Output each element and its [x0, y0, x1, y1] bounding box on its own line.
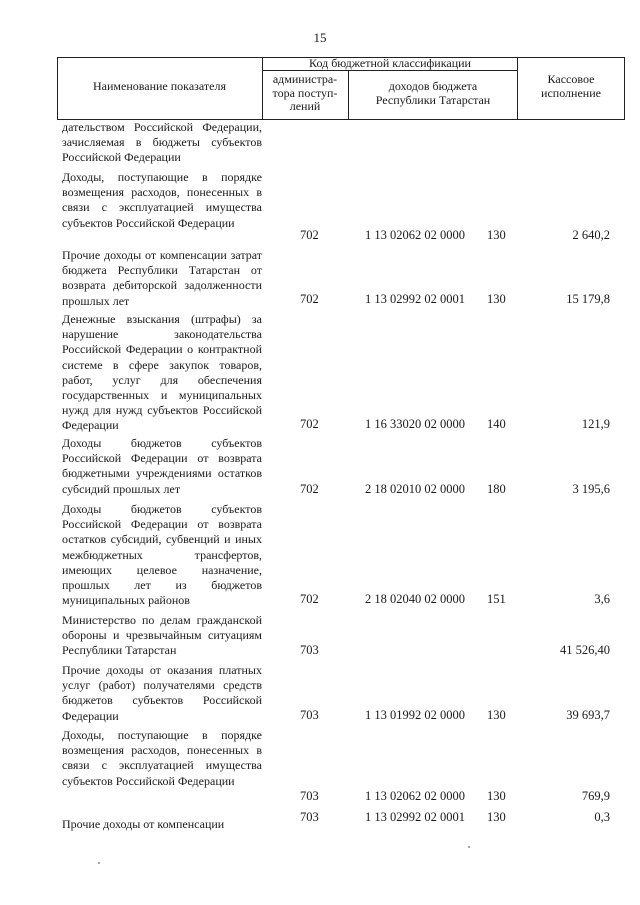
admin-code: 702	[300, 228, 319, 242]
row-description: Доходы, поступающие в порядке возмещения расходов, понесенных в связи с эксплуатацией имущества субъектов Российской Федерации	[62, 728, 262, 788]
admin-code: 702	[300, 482, 319, 496]
row-description: Прочие доходы от компенсации затрат бюджета Республики Татарстан от возврата дебиторской задолженности прошлых лет	[62, 248, 262, 308]
subtype-code: 151	[487, 592, 506, 606]
income-code: 1 13 02992 02 0001	[365, 810, 465, 824]
subtype-code: 130	[487, 708, 506, 722]
admin-code: 703	[300, 810, 319, 824]
cash-amount: 41 526,40	[560, 643, 610, 657]
admin-code: 702	[300, 292, 319, 306]
cash-amount: 39 693,7	[566, 708, 610, 722]
table-header	[57, 57, 625, 120]
row-description: Доходы, поступающие в порядке возмещения расходов, понесенных в связи с эксплуатацией имущества субъектов Российской Федерации	[62, 170, 262, 230]
admin-code: 703	[300, 708, 319, 722]
admin-code: 702	[300, 417, 319, 431]
admin-code: 703	[300, 643, 319, 657]
row-description: дательством Российской Федерации, зачисляемая в бюджеты субъектов Российской Федерации	[62, 120, 262, 165]
income-code: 1 13 02062 02 0000	[365, 228, 465, 242]
cash-amount: 769,9	[581, 789, 610, 803]
subtype-code: 130	[487, 292, 506, 306]
income-code: 1 13 02062 02 0000	[365, 789, 465, 803]
income-code: 2 18 02040 02 0000	[365, 592, 465, 606]
header-name-col: Наименование показателя	[93, 79, 226, 93]
row-description: Доходы бюджетов субъектов Российской Федерации от возврата бюджетными учреждениями остатков субсидий прошлых лет	[62, 436, 262, 496]
income-code: 1 16 33020 02 0000	[365, 417, 465, 431]
subtype-code: 140	[487, 417, 506, 431]
subtype-code: 130	[487, 810, 506, 824]
row-description: Денежные взыскания (штрафы) за нарушение законодательства Российской Федерации о контрактной системе в сфере закупок товаров, работ, услуг для обеспечения государственных и муниципальных нужд для нужд субъектов Российской Федерации	[62, 312, 262, 433]
cash-amount: 121,9	[581, 417, 610, 431]
income-code: 2 18 02010 02 0000	[365, 482, 465, 496]
cash-amount: 0,3	[594, 810, 610, 824]
header-admin-col: администра- тора поступ- лений	[272, 72, 338, 113]
admin-code: 703	[300, 789, 319, 803]
header-income-col: доходов бюджета Республики Татарстан	[375, 79, 491, 107]
subtype-code: 180	[487, 482, 506, 496]
cash-amount: 2 640,2	[572, 228, 610, 242]
header-cash-col: Кассовое исполнение	[541, 72, 601, 100]
page-number: 15	[313, 30, 327, 45]
row-description: Прочие доходы от оказания платных услуг (работ) получателями средств бюджетов субъектов Российской Федерации	[62, 663, 262, 723]
row-description: Доходы бюджетов субъектов Российской Федерации от возврата остатков субсидий, субвенций и иных межбюджетных трансфертов, имеющих целевое назначение, прошлых лет из бюджетов муниципальных районов	[62, 502, 262, 608]
row-description: Министерство по делам гражданской обороны и чрезвычайным ситуациям Республики Татарстан	[62, 613, 262, 658]
cash-amount: 15 179,8	[566, 292, 610, 306]
cash-amount: 3 195,6	[572, 482, 610, 496]
subtype-code: 130	[487, 228, 506, 242]
income-code: 1 13 01992 02 0000	[365, 708, 465, 722]
income-code: 1 13 02992 02 0001	[365, 292, 465, 306]
cash-amount: 3,6	[594, 592, 610, 606]
admin-code: 702	[300, 592, 319, 606]
header-budget-code: Код бюджетной классификации	[309, 56, 471, 70]
row-description: Прочие доходы от компенсации	[62, 817, 225, 831]
subtype-code: 130	[487, 789, 506, 803]
